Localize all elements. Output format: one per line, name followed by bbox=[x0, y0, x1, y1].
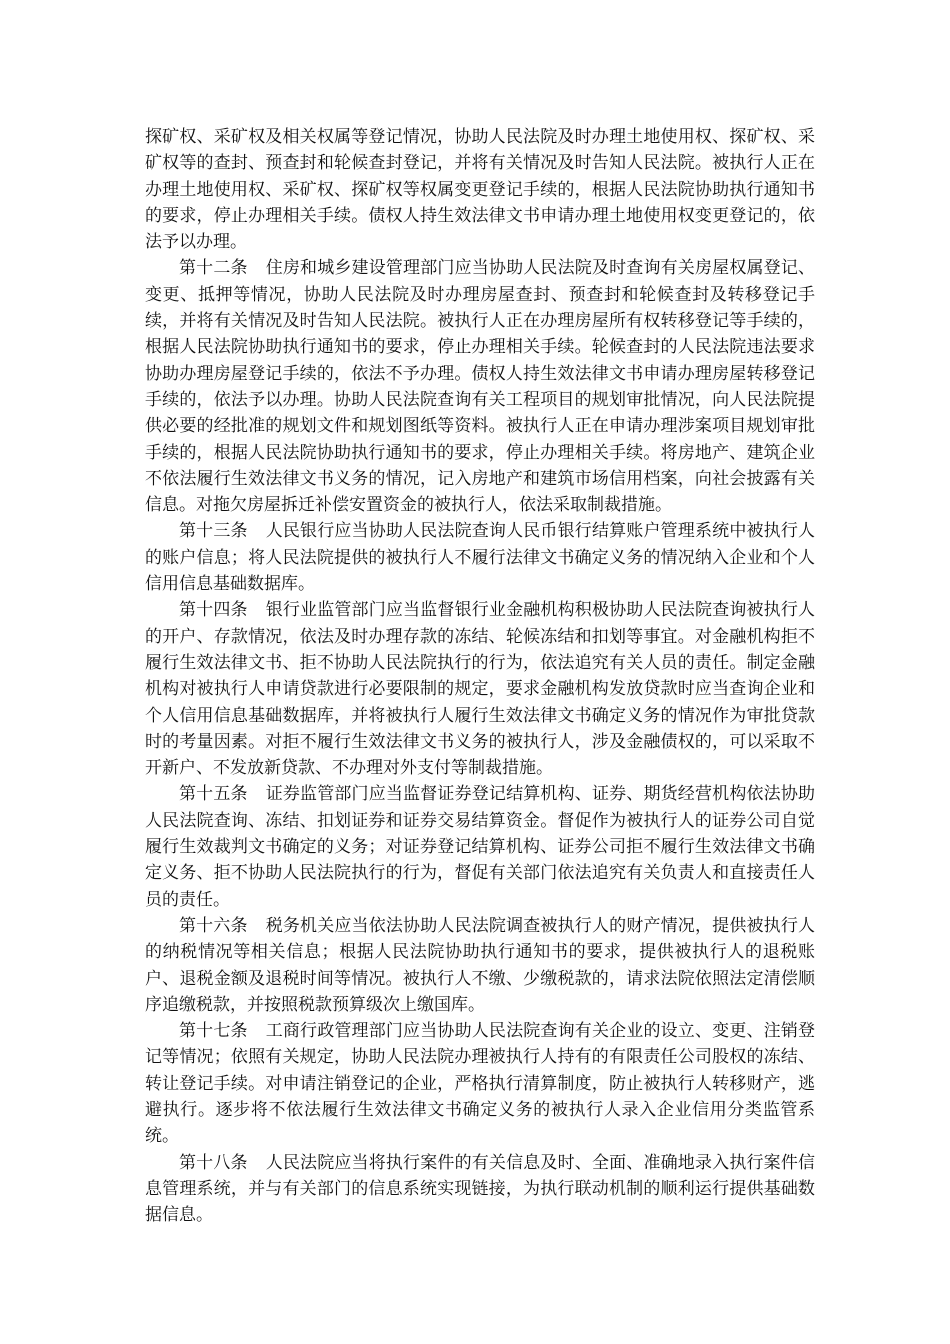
article-number: 第十六条 bbox=[179, 915, 248, 936]
article-text: 人民法院应当将执行案件的有关信息及时、全面、准确地录入执行案件信息管理系统，并与有关部门的信息系统实现链接，为执行联动机制的顺利运行提供基础数据信息。 bbox=[145, 1152, 816, 1226]
article-13 bbox=[145, 518, 815, 597]
article-12 bbox=[145, 255, 815, 518]
article-text: 人民银行应当协助人民法院查询人民币银行结算账户管理系统中被执行人的账户信息；将人民法院提供的被执行人不履行法律文书确定义务的情况纳入企业和个人信用信息基础数据库。 bbox=[145, 521, 816, 595]
article-number: 第十八条 bbox=[179, 1152, 248, 1173]
article-17 bbox=[145, 1018, 815, 1149]
article-14 bbox=[145, 597, 815, 781]
article-15 bbox=[145, 781, 815, 912]
article-number: 第十二条 bbox=[179, 258, 248, 279]
article-number: 第十三条 bbox=[179, 521, 248, 542]
article-number: 第十四条 bbox=[179, 600, 248, 621]
article-text: 证券监管部门应当监督证券登记结算机构、证券、期货经营机构依法协助人民法院查询、冻结、扣划证券和证券交易结算资金。督促作为被执行人的证券公司自觉履行生效裁判文书确定的义务；对证券登记结算机构、证券公司拒不履行生效法律文书确定义务、拒不协助人民法院执行的行为，督促有关部门依法追究有关负责人和直接责任人员的责任。 bbox=[145, 784, 816, 910]
article-18 bbox=[145, 1150, 815, 1229]
article-number: 第十七条 bbox=[179, 1021, 248, 1042]
document-body bbox=[145, 124, 815, 1228]
article-text: 税务机关应当依法协助人民法院调查被执行人的财产情况，提供被执行人的纳税情况等相关信息；根据人民法院协助执行通知书的要求，提供被执行人的退税账户、退税金额及退税时间等情况。被执行人不缴、少缴税款的，请求法院依照法定清偿顺序追缴税款，并按照税款预算级次上缴国库。 bbox=[145, 915, 816, 1015]
article-text: 住房和城乡建设管理部门应当协助人民法院及时查询有关房屋权属登记、变更、抵押等情况，协助人民法院及时办理房屋查封、预查封和轮候查封及转移登记手续，并将有关情况及时告知人民法院。被执行人正在办理房屋所有权转移登记等手续的，根据人民法院协助执行通知书的要求，停止办理相关手续。轮候查封的人民法院违法要求协助办理房屋登记手续的，依法不予办理。债权人持生效法律文书申请办理房屋转移登记手续的，依法予以办理。协助人民法院查询有关工程项目的规划审批情况，向人民法院提供必要的经批准的规划文件和规划图纸等资料。被执行人正在申请办理涉案项目规划审批手续的，根据人民法院协助执行通知书的要求，停止办理相关手续。将房地产、建筑企业不依法履行生效法律文书义务的情况，记入房地产和建筑市场信用档案，向社会披露有关信息。对拖欠房屋拆迁补偿安置资金的被执行人，依法采取制裁措施。 bbox=[145, 258, 816, 516]
article-16 bbox=[145, 913, 815, 1018]
article-number: 第十五条 bbox=[179, 784, 248, 805]
article-text: 工商行政管理部门应当协助人民法院查询有关企业的设立、变更、注销登记等情况；依照有关规定，协助人民法院办理被执行人持有的有限责任公司股权的冻结、转让登记手续。对申请注销登记的企业，严格执行清算制度，防止被执行人转移财产，逃避执行。逐步将不依法履行生效法律文书确定义务的被执行人录入企业信用分类监管系统。 bbox=[145, 1021, 816, 1147]
lead-paragraph: 探矿权、采矿权及相关权属等登记情况，协助人民法院及时办理土地使用权、探矿权、采矿权等的查封、预查封和轮候查封登记，并将有关情况及时告知人民法院。被执行人正在办理土地使用权、采矿权、探矿权等权属变更登记手续的，根据人民法院协助执行通知书的要求，停止办理相关手续。债权人持生效法律文书申请办理土地使用权变更登记的，依法予以办理。 bbox=[145, 127, 815, 253]
article-text: 银行业监管部门应当监督银行业金融机构积极协助人民法院查询被执行人的开户、存款情况，依法及时办理存款的冻结、轮候冻结和扣划等事宜。对金融机构拒不履行生效法律文书、拒不协助人民法院执行的行为，依法追究有关人员的责任。制定金融机构对被执行人申请贷款进行必要限制的规定，要求金融机构发放贷款时应当查询企业和个人信用信息基础数据库，并将被执行人履行生效法律文书确定义务的情况作为审批贷款时的考量因素。对拒不履行生效法律文书义务的被执行人，涉及金融债权的，可以采取不开新户、不发放新贷款、不办理对外支付等制裁措施。 bbox=[145, 600, 816, 779]
